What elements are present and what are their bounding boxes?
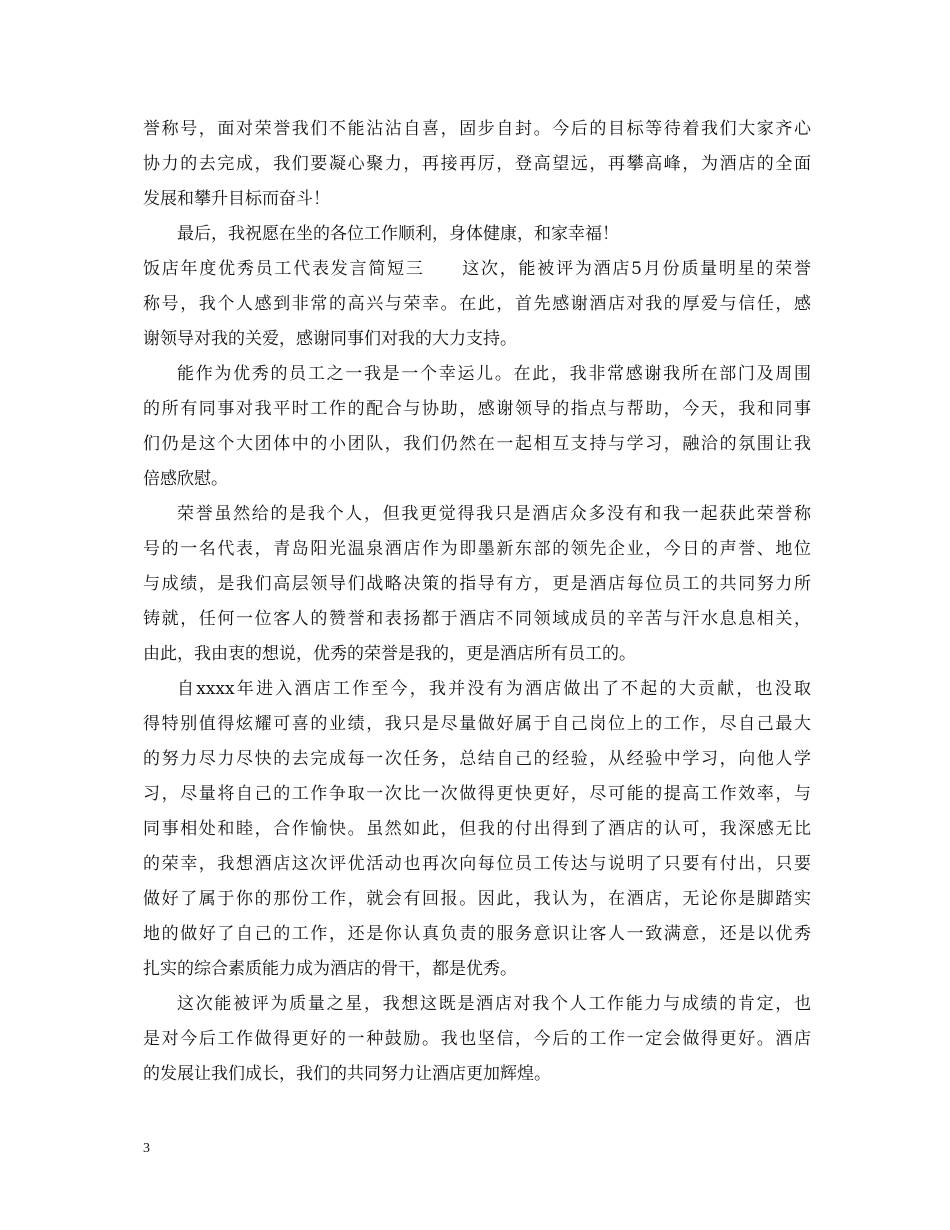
- text-line: 地的做好了自己的工作，还是你认真负责的服务意识让客人一致满意，还是以优秀: [143, 924, 811, 944]
- text-line: 能作为优秀的员工之一我是一个幸运儿。在此，我非常感谢我所在部门及周围: [177, 364, 811, 384]
- text-line: 称号，我个人感到非常的高兴与荣幸。在此，首先感谢酒店对我的厚爱与信任，感: [143, 294, 811, 314]
- document-body: [143, 112, 811, 1092]
- text-line: 扎实的综合素质能力成为酒店的骨干，都是优秀。: [143, 959, 517, 979]
- section-heading-line: 饭店年度优秀员工代表发言简短三 这次，能被评为酒店5月份质量明星的荣誉: [143, 259, 811, 279]
- text-line: 习，尽量将自己的工作争取一次比一次做得更快更好，尽可能的提高工作效率，与: [143, 784, 811, 804]
- text-line: 同事相处和睦，合作愉快。虽然如此，但我的付出得到了酒店的认可，我深感无比: [143, 819, 811, 839]
- text-line: 谢领导对我的关爱，感谢同事们对我的大力支持。: [143, 329, 517, 349]
- text-line: 做好了属于你的那份工作，就会有回报。因此，我认为，在酒店，无论你是脚踏实: [143, 889, 811, 909]
- text-line: 是对今后工作做得更好的一种鼓励。我也坚信，今后的工作一定会做得更好。酒店: [143, 1029, 811, 1049]
- text-line: 最后，我祝愿在坐的各位工作顺利，身体健康，和家幸福！: [177, 224, 619, 244]
- text-line: 发展和攀升目标而奋斗！: [143, 189, 330, 209]
- text-line: 的所有同事对我平时工作的配合与协助，感谢领导的指点与帮助，今天，我和同事: [143, 399, 811, 419]
- text-line: 们仍是这个大团体中的小团队，我们仍然在一起相互支持与学习，融洽的氛围让我: [143, 434, 811, 454]
- text-line: 自xxxx年进入酒店工作至今，我并没有为酒店做出了不起的大贡献，也没取: [177, 679, 811, 699]
- text-line: 铸就，任何一位客人的赞誉和表扬都于酒店不同领域成员的辛苦与汗水息息相关，: [143, 609, 811, 629]
- text-line: 与成绩，是我们高层领导们战略决策的指导有方，更是酒店每位员工的共同努力所: [143, 574, 811, 594]
- text-line: 的荣幸，我想酒店这次评优活动也再次向每位员工传达与说明了只要有付出，只要: [143, 854, 811, 874]
- text-line: 得特别值得炫耀可喜的业绩，我只是尽量做好属于自己岗位上的工作，尽自己最大: [143, 714, 811, 734]
- text-line: 荣誉虽然给的是我个人，但我更觉得我只是酒店众多没有和我一起获此荣誉称: [177, 504, 811, 524]
- text-line: 这次能被评为质量之星，我想这既是酒店对我个人工作能力与成绩的肯定，也: [177, 994, 811, 1014]
- text-line: 协力的去完成，我们要凝心聚力，再接再厉，登高望远，再攀高峰，为酒店的全面: [143, 154, 811, 174]
- page-number: 3: [143, 1141, 150, 1156]
- text-line: 倍感欣慰。: [143, 469, 228, 489]
- text-line: 誉称号，面对荣誉我们不能沾沾自喜，固步自封。今后的目标等待着我们大家齐心: [143, 119, 811, 139]
- text-line: 号的一名代表，青岛阳光温泉酒店作为即墨新东部的领先企业，今日的声誉、地位: [143, 539, 811, 559]
- text-line: 的努力尽力尽快的去完成每一次任务，总结自己的经验，从经验中学习，向他人学: [143, 749, 811, 769]
- text-line: 的发展让我们成长，我们的共同努力让酒店更加辉煌。: [143, 1064, 551, 1084]
- text-line: 由此，我由衷的想说，优秀的荣誉是我的，更是酒店所有员工的。: [143, 644, 636, 664]
